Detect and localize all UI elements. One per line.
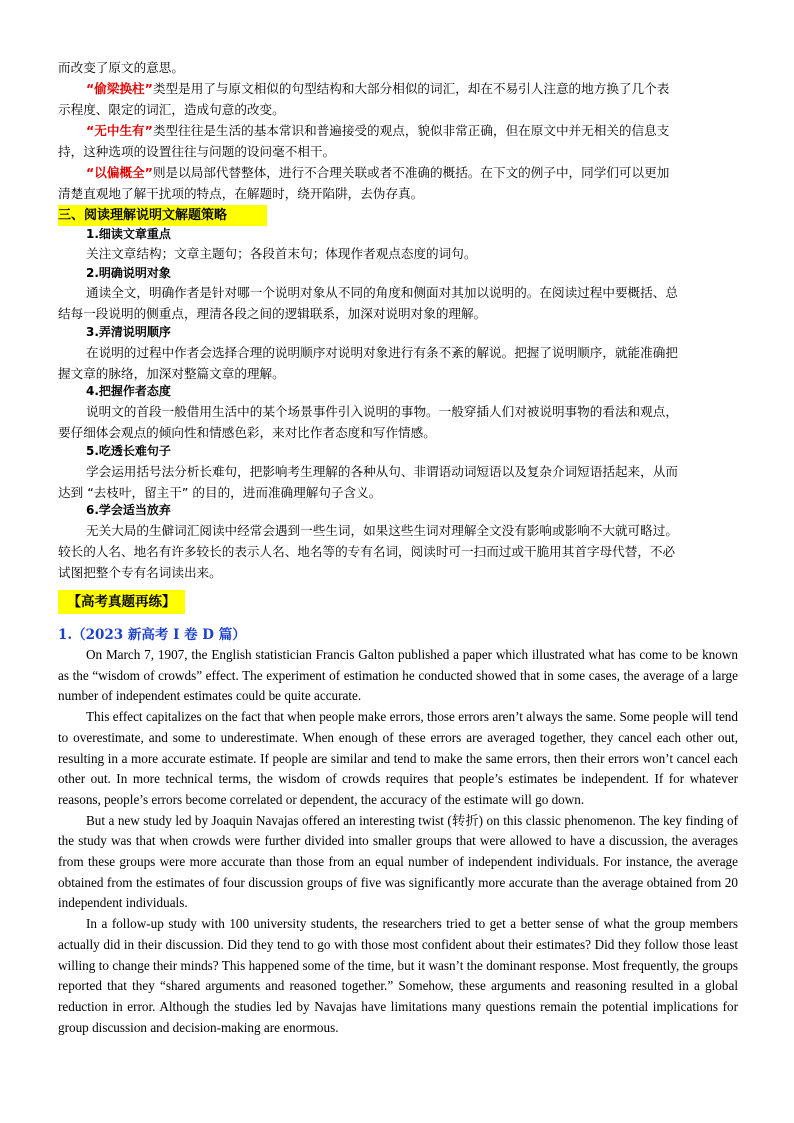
section-banner: 【高考真题再练】 [58, 590, 185, 614]
passage-paragraph: This effect capitalizes on the fact that when people make errors, those errors aren’t always the same. Some people will tend to overestimate, and some to underestimate. When enough of these errors are averaged together, they cancel each other out, resulting in a more accurate estimate. If people are similar and tend to make the same errors, then their errors won’t cancel each other out. In more technical terms, the wisdom of crowds requires that people’s estimates be independent. If for whatever reasons, people’s errors become correlated or dependent, the accuracy of the estimate will go down. [58, 709, 738, 807]
passage-paragraph: In a follow-up study with 100 university students, the researchers tried to get a better sense of what the group members actually did in their discussion. Did they tend to go with those most confident about their estimates? Did they follow those least willing to change their minds? This happened some of the time, but it wasn’t the dominant response. Most frequently, the groups reported that they “shared arguments and reasoned together.” Somehow, these arguments and reasoning resulted in a global reduction in error. Although the studies led by Navajas have limitations many questions remain the potential implications for group discussion and decision-making are enormous. [58, 916, 738, 1035]
text-line: 而改变了原文的意思。 [58, 60, 184, 75]
strategy-text: 握文章的脉络，加深对整篇文章的理解。 [58, 366, 285, 381]
strategy-text: 要仔细体会观点的倾向性和情感色彩，来对比作者态度和写作情感。 [58, 425, 436, 440]
highlight-term: “无中生有” [86, 123, 153, 138]
passage-paragraph: On March 7, 1907, the English statistician Francis Galton published a paper which illustrated what has come to be known as the “wisdom of crowds” effect. The experiment of estimation he conducted showed that in some cases, the average of a large number of independent estimates could be quite accurate. [58, 647, 738, 704]
strategy-text: 结每一段说明的侧重点，理清各段之间的逻辑联系，加深对说明对象的理解。 [58, 306, 487, 321]
strategy-text: 试图把整个专有名词读出来。 [58, 565, 222, 580]
text-line: 清楚直观地了解干扰项的特点，在解题时，绕开陷阱，去伪存真。 [58, 186, 424, 201]
section-title: 三、阅读理解说明文解题策略 [58, 205, 267, 226]
passage-paragraph: But a new study led by Joaquin Navajas offered an interesting twist (转折) on this classic phenomenon. The key finding of the study was that when crowds were further divided into smaller groups that were allowed to have a discussion, the averages from these groups were more accurate than those from an equal number of independent individuals. For instance, the average obtained from the estimates of four discussion groups of five was significantly more accurate than the average obtained from 20 independent individuals. [58, 812, 738, 911]
strategy-text: 在说明的过程中作者会选择合理的说明顺序对说明对象进行有条不紊的解说。把握了说明顺序，就能准确把 [86, 345, 678, 360]
highlight-term: “偷梁换柱” [86, 81, 153, 96]
strategy-text: 达到 “去枝叶，留主干” 的目的，进而准确理解句子含义。 [58, 485, 382, 500]
strategy-title: 4.把握作者态度 [86, 384, 171, 398]
strategy-title: 3.弄清说明顺序 [86, 325, 171, 339]
text-span: 类型往往是生活的基本常识和普遍接受的观点，貌似非常正确，但在原文中并无相关的信息支 [152, 123, 670, 138]
reading-passage [58, 645, 738, 1038]
text-line: 持，这种选项的设置往往与问题的设问毫不相干。 [58, 144, 336, 159]
text-span: 则是以局部代替整体，进行不合理关联或者不准确的概括。在下文的例子中，同学们可以更加 [152, 165, 670, 180]
strategy-text: 学会运用括号法分析长难句，把影响考生理解的各种从句、非谓语动词短语以及复杂介词短语括起来，从而 [86, 464, 678, 479]
strategy-title: 5.吃透长难句子 [86, 444, 171, 458]
strategy-title: 1.细读文章重点 [86, 227, 171, 241]
strategy-title: 6.学会适当放弃 [86, 503, 171, 517]
text-span: 类型是用了与原文相似的句型结构和大部分相似的词汇，却在不易引人注意的地方换了几个表 [152, 81, 670, 96]
question-title: 1.（2023 新高考 I 卷 D 篇） [58, 627, 246, 643]
text-line [58, 78, 738, 99]
highlight-term: “以偏概全” [86, 165, 153, 180]
text-line: 示程度、限定的词汇，造成句意的改变。 [58, 102, 285, 117]
text-line [58, 162, 738, 183]
strategy-title: 2.明确说明对象 [86, 266, 171, 280]
strategy-text: 无关大局的生僻词汇阅读中经常会遇到一些生词，如果这些生词对理解全文没有影响或影响不大就可略过。 [86, 523, 678, 538]
strategy-text: 通读全文，明确作者是针对哪一个说明对象从不同的角度和侧面对其加以说明的。在阅读过程中要概括、总 [86, 285, 678, 300]
text-line [58, 120, 738, 141]
strategy-text: 关注文章结构；文章主题句；各段首末句；体现作者观点态度的词句。 [86, 246, 477, 261]
strategy-text: 较长的人名、地名有许多较长的表示人名、地名等的专有名词，阅读时可一扫而过或干脆用其首字母代替，不必 [58, 544, 676, 559]
strategy-text: 说明文的首段一般借用生活中的某个场景事件引入说明的事物。一般穿插人们对被说明事物的看法和观点， [86, 404, 678, 419]
